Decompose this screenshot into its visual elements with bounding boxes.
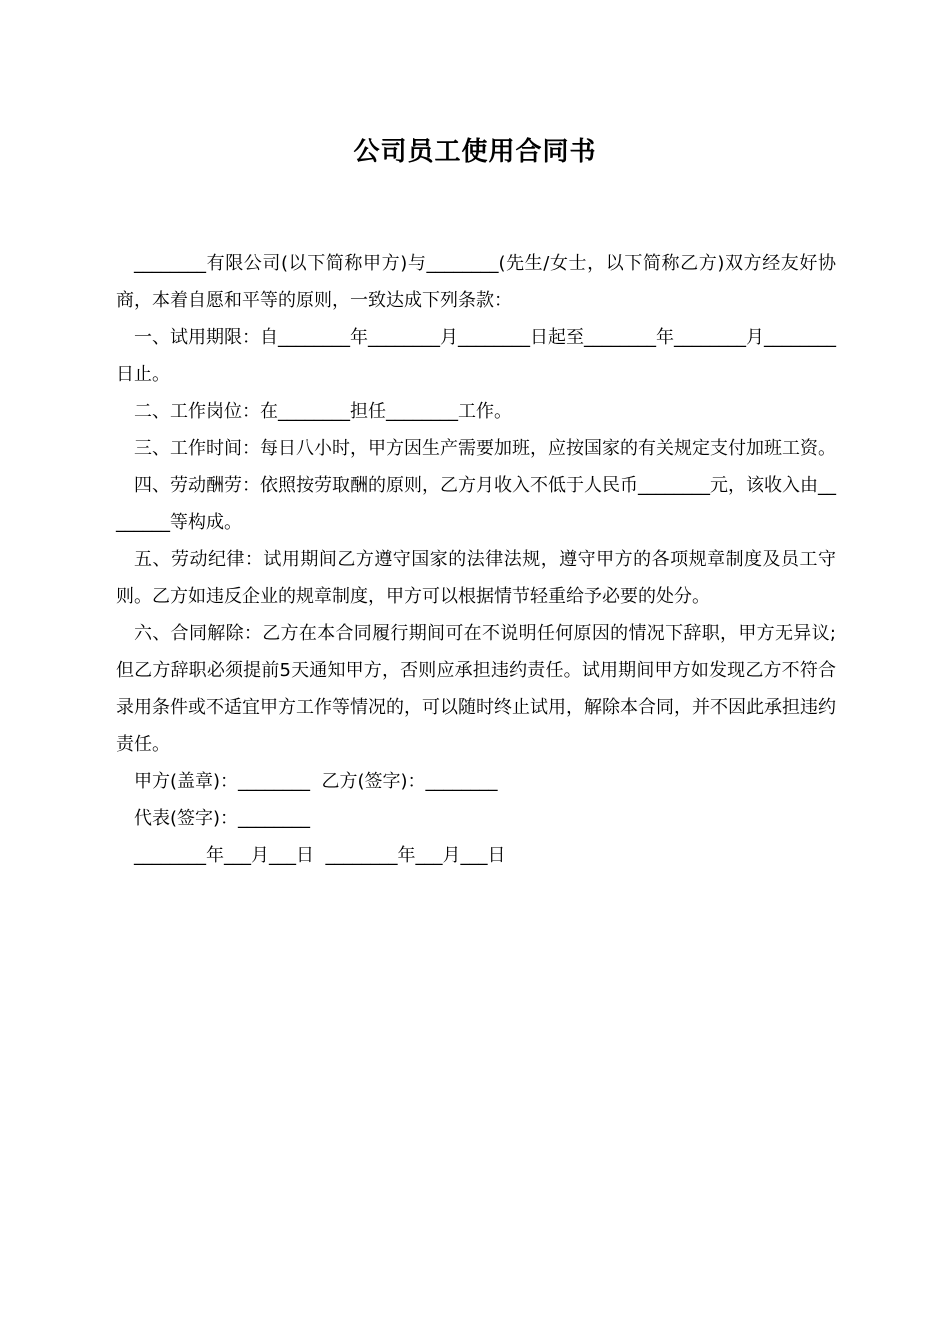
clause-probation-period: 一、试用期限：自________年________月________日起至________年________月________日止。 [116, 327, 836, 385]
clause-labor-discipline: 五、劳动纪律：试用期间乙方遵守国家的法律法规，遵守甲方的各项规章制度及员工守则。乙方如违反企业的规章制度，甲方可以根据情节轻重给予必要的处分。 [116, 549, 836, 607]
clause-working-hours: 三、工作时间：每日八小时，甲方因生产需要加班，应按国家的有关规定支付加班工资。 [134, 438, 836, 459]
document-title: 公司员工使用合同书 [353, 137, 597, 167]
clause-remuneration: 四、劳动酬劳：依照按劳取酬的原则，乙方月收入不低于人民币________元，该收入由________等构成。 [116, 475, 836, 533]
signature-parties: 甲方(盖章)：________ 乙方(签字)：________ [134, 771, 498, 792]
document-body [116, 245, 836, 874]
signature-representative: 代表(签字)：________ [134, 808, 311, 829]
intro-paragraph: ________有限公司(以下简称甲方)与________(先生/女士，以下简称乙方)双方经友好协商，本着自愿和平等的原则，一致达成下列条款： [116, 253, 836, 311]
signature-dates: ________年___月___日 ________年___月___日 [134, 845, 506, 866]
clause-job-position: 二、工作岗位：在________担任________工作。 [134, 401, 512, 422]
clause-contract-termination: 六、合同解除：乙方在本合同履行期间可在不说明任何原因的情况下辞职，甲方无异议;但乙方辞职必须提前5天通知甲方，否则应承担违约责任。试用期间甲方如发现乙方不符合录用条件或不适宜甲方工作等情况的，可以随时终止试用，解除本合同，并不因此承担违约责任。 [116, 623, 836, 755]
